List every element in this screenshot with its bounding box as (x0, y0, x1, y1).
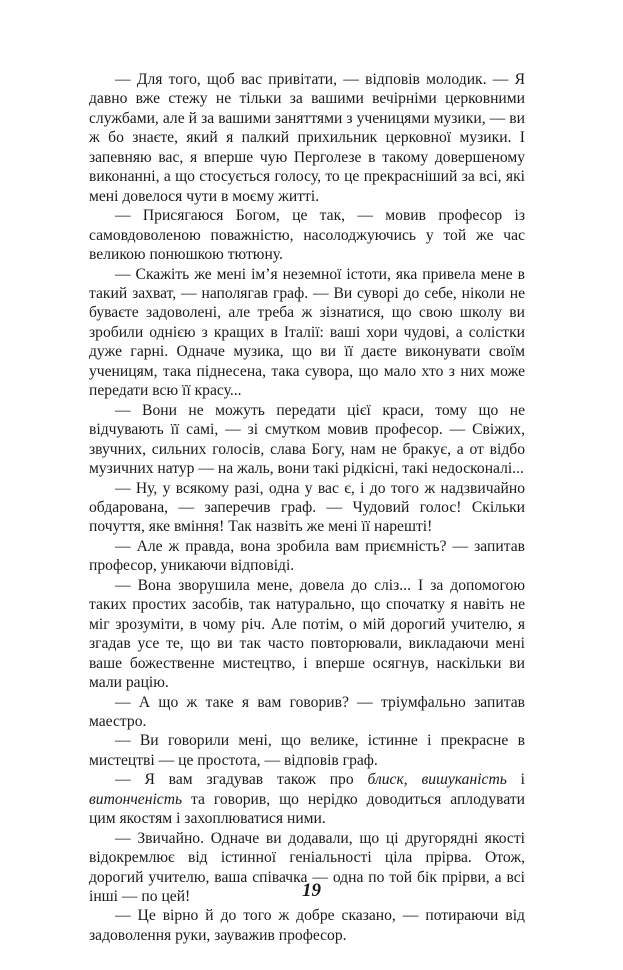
paragraph: — Це вірно й до того ж добре сказано, — потираючи від задоволення руки, зауважив професор. (89, 907, 525, 944)
paragraph: — Але ж правда, вона зробила вам приємність? — запитав професор, уникаючи відповіді. (89, 537, 525, 575)
text-run: — Я вам згадував також про (115, 771, 368, 789)
text-run: та говорив, що нерідко доводиться аплодувати цим якостям і захоплюватися ними. (89, 790, 525, 828)
text-run: і (506, 771, 526, 789)
italic-phrase: витонченість (89, 790, 183, 808)
body-text (89, 70, 525, 945)
paragraph: — Вона зворушила мене, довела до сліз... І за допомогою таких простих засобів, так натурально, що спочатку я навіть не міг зрозуміти, в чому річ. Але потім, о мій дорогий учителю, я згадав усе те, що ви так часто повторювали, викладаючи мені ваше божественне мистецтво, і вперше осягнув, наскільки ви мали рацію. (89, 576, 525, 692)
paragraph: — Вони не можуть передати цієї краси, тому що не відчувають її самі, — зі смутком мовив професор. — Свіжих, звучних, сильних голосів, слава Богу, нам не бракує, а от відбо музичних натур — на жаль, вони такі рідкісні, такі недосконалі... (89, 401, 525, 478)
paragraph: — Скажіть же мені ім’я неземної істоти, яка привела мене в такий захват, — наполягав граф. — Ви суворі до себе, ніколи не буваєте задоволені, але треба ж зізнатися, що свою школу ви зробили однією з кращих в Італії: ваші хори чудові, а солістки дуже гарні. Одначе музика, що ви її даєте виконувати своїм ученицям, така піднесена, така сувора, що мало хто з них може передати всю її красу... (89, 265, 525, 400)
paragraph: — Для того, щоб вас привітати, — відповів молодик. — Я давно вже стежу не тільки за вашими вечірніми церковними службами, але й за вашими заняттями з ученицями музики, — ви ж бо знаєте, який я палкий прихильник церковної музики. І запевняю вас, я вперше чую Перголезе в такому довершеному виконанні, а що стосується голосу, то це прекрасніший за всі, які мені довелося чути в моєму житті. (89, 71, 525, 205)
italic-phrase: блиск, вишуканість (367, 771, 507, 789)
page-number: 19 (302, 880, 321, 901)
paragraph: — Присягаюся Богом, це так, — мовив професор із самовдоволеною поважністю, насолоджуючись у той же час великою понюшкою тютюну. (89, 207, 525, 264)
paragraph: — Ну, у всякому разі, одна у вас є, і до того ж надзвичайно обдарована, — заперечив граф. — Чудовий голос! Скільки почуття, яке вміння! Так назвіть же мені її нарешті! (89, 479, 525, 536)
paragraph: — Звичайно. Одначе ви додавали, що ці другорядні якості відокремлює від істинної геніальності ціла прірва. Отож, дорогий учителю, ваша співачка — одна по той бік прірви, а всі інші — по цей! (89, 829, 525, 906)
paragraph: — А що ж таке я вам говорив? — тріумфально запитав маестро. (89, 693, 525, 730)
paragraph: — Ви говорили мені, що велике, істинне і прекрасне в мистецтві — це простота, — відповів граф. (89, 732, 525, 769)
paragraph-with-italics (89, 770, 525, 828)
